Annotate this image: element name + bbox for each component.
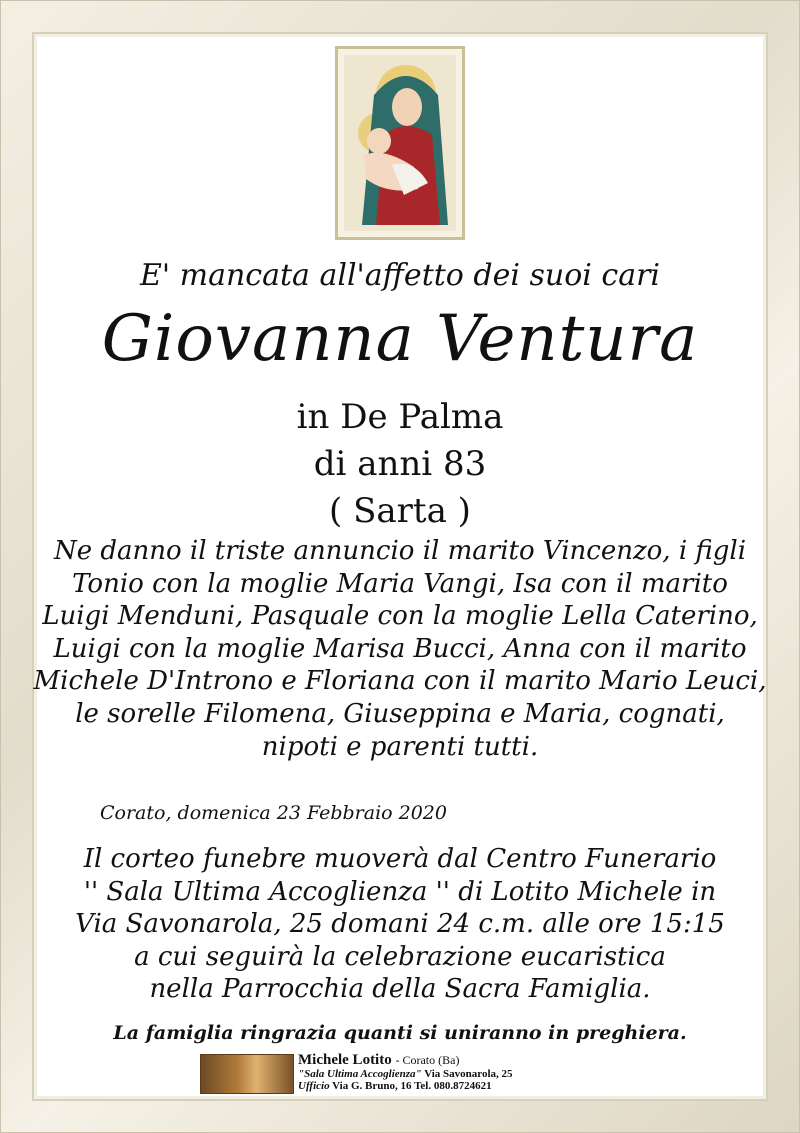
office-phone: Tel. 080.8724621 — [414, 1080, 492, 1092]
company-line — [298, 1052, 513, 1068]
announcement-line: Luigi Menduni, Pasquale con la moglie Lella Caterino, — [42, 601, 758, 632]
intro-text: E' mancata all'affetto dei suoi cari — [139, 258, 661, 293]
funeral-line: nella Parrocchia della Sacra Famiglia. — [149, 974, 651, 1005]
announcement-line: Tonio con la moglie Maria Vangi, Isa con il marito — [72, 568, 728, 599]
office-line — [298, 1080, 513, 1092]
announcement-line: le sorelle Filomena, Giuseppina e Maria, cognati, — [75, 698, 725, 729]
announcement-line: Ne danno il triste annuncio il marito Vincenzo, i figli — [53, 536, 747, 566]
office-label: Ufficio — [298, 1080, 330, 1092]
funeral-home-info — [298, 1052, 513, 1092]
funeral-home-footer — [200, 1052, 620, 1094]
madonna-and-child-icon — [344, 55, 456, 231]
company-city: - Corato (Ba) — [395, 1053, 460, 1067]
thanks-text: La famiglia ringrazia quanti si uniranno in preghiera. — [113, 1022, 687, 1044]
hall-address: Via Savonarola, 25 — [424, 1068, 513, 1080]
announcement-line: Luigi con la moglie Marisa Bucci, Anna con il marito — [53, 633, 747, 664]
office-address: Via G. Bruno, 16 — [332, 1080, 412, 1092]
hall-line — [298, 1068, 513, 1080]
occupation-text: ( Sarta ) — [329, 491, 471, 531]
announcement-line: Michele D'Introno e Floriana con il marito Mario Leuci, — [33, 666, 767, 697]
funeral-line: Il corteo funebre muoverà dal Centro Funerario — [83, 844, 717, 874]
deceased-name: Giovanna Ventura — [101, 302, 699, 376]
funeral-line: Via Savonarola, 25 domani 24 c.m. alle ore 15:15 — [75, 909, 725, 940]
announcement-line: nipoti e parenti tutti. — [261, 731, 539, 762]
announcement-paragraph — [0, 535, 800, 763]
funeral-line: a cui seguirà la celebrazione eucaristica — [134, 941, 666, 972]
madonna-and-child-image — [335, 46, 465, 240]
married-name: in De Palma — [296, 397, 504, 437]
age-text: di anni 83 — [313, 444, 487, 484]
hall-name: "Sala Ultima Accoglienza" — [298, 1068, 422, 1080]
funeral-home-photo — [200, 1054, 294, 1094]
place-date: Corato, domenica 23 Febbraio 2020 — [100, 802, 447, 824]
funeral-paragraph — [0, 843, 800, 1006]
funeral-line: '' Sala Ultima Accoglienza '' di Lotito Michele in — [83, 876, 717, 907]
company-name: Michele Lotito — [298, 1052, 392, 1068]
